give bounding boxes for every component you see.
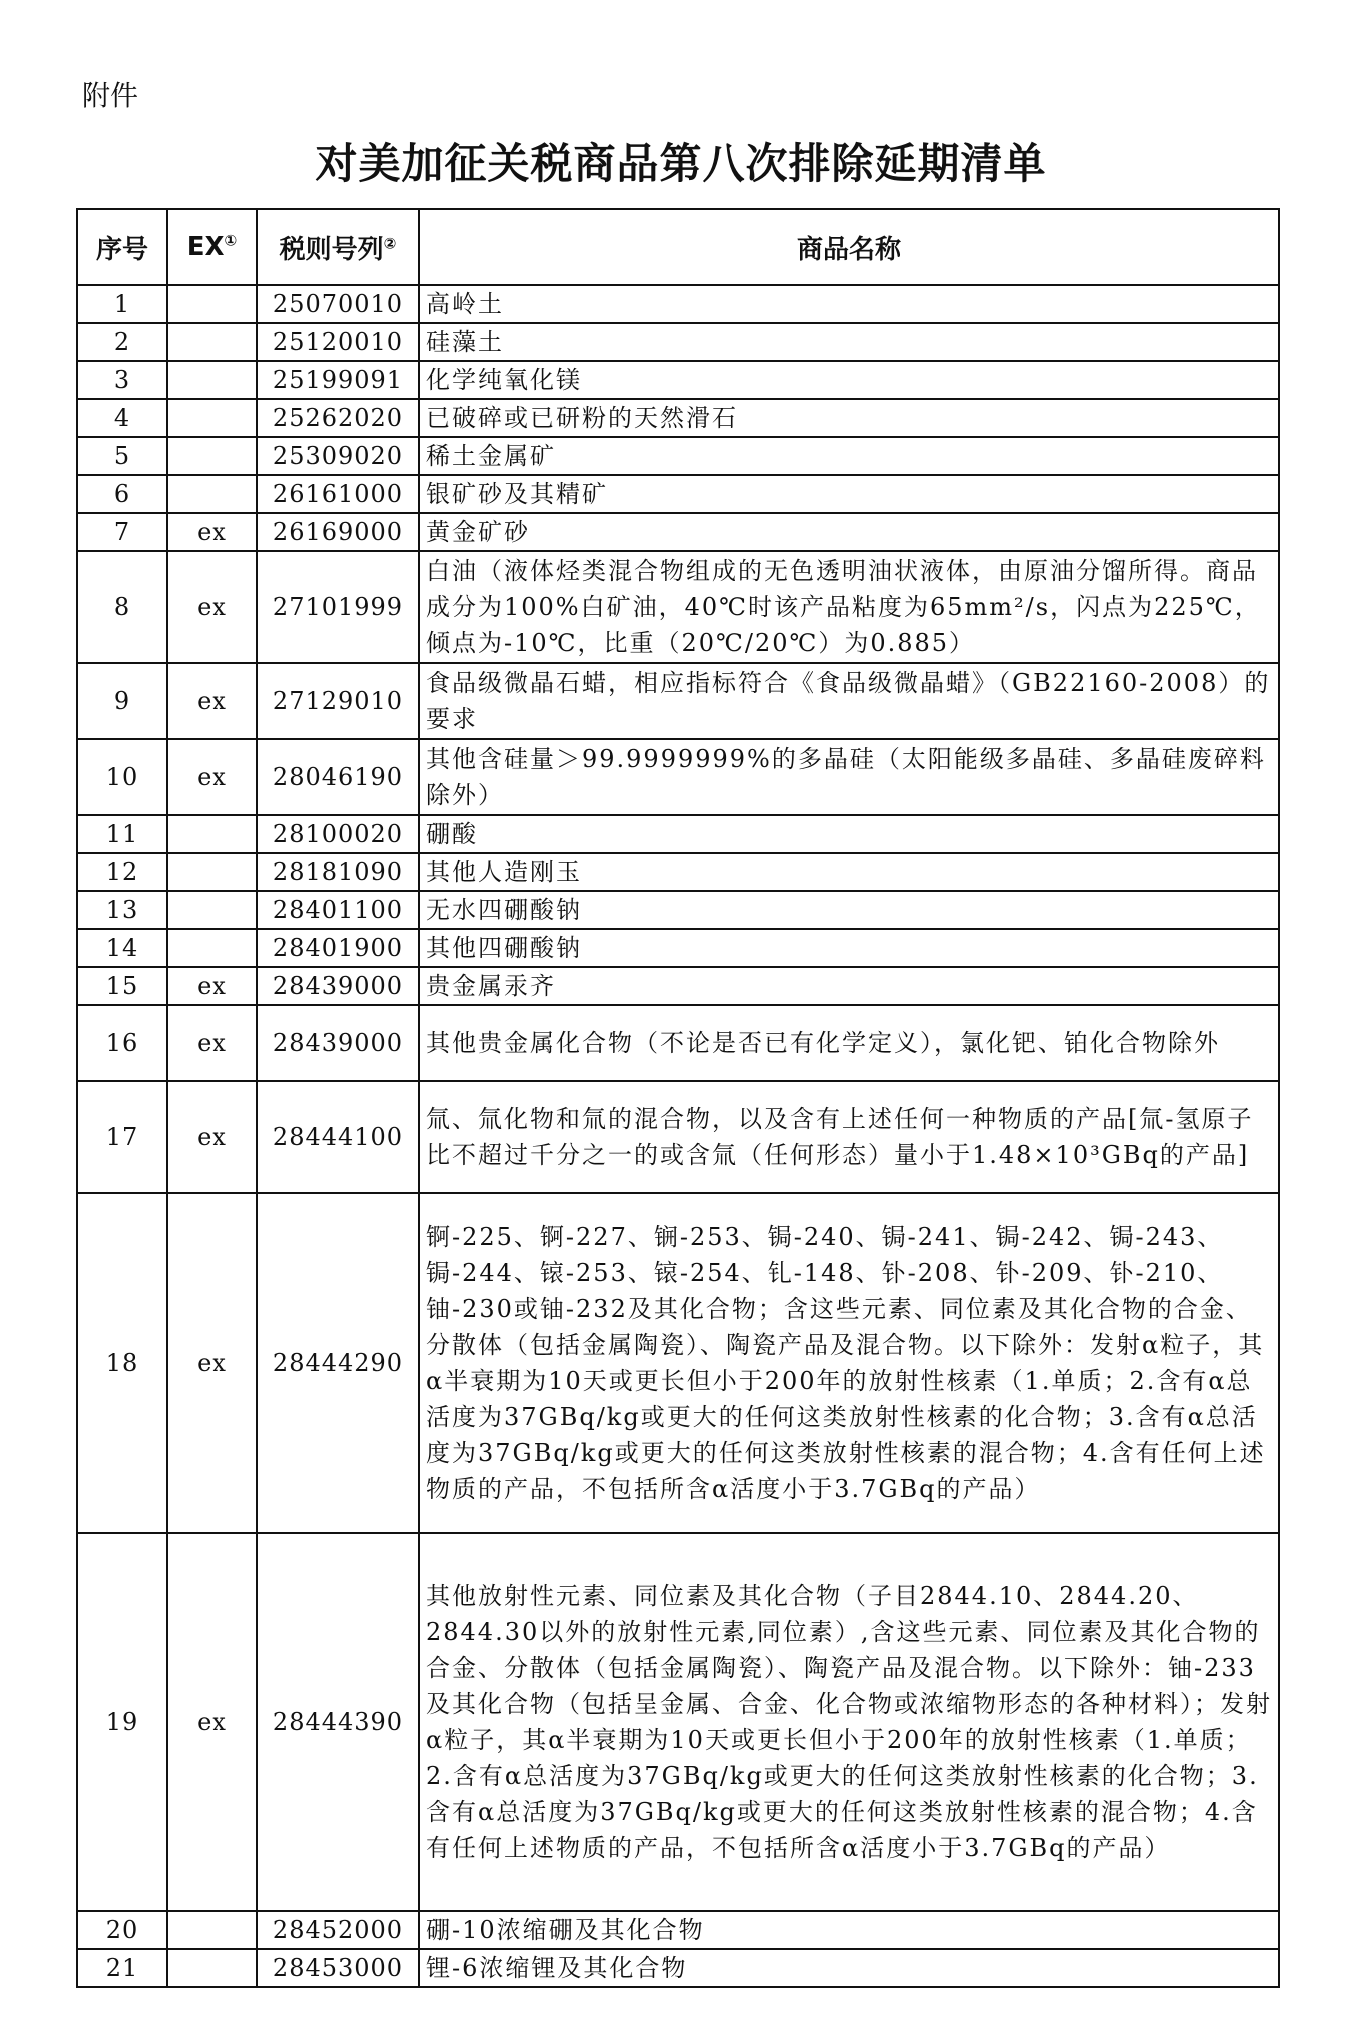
row-product-name: 其他含硅量＞99.9999999%的多晶硅（太阳能级多晶硅、多晶硅废碎料除外）	[419, 739, 1279, 815]
row-tariff-code: 28046190	[257, 739, 419, 815]
column-header-product-name: 商品名称	[419, 209, 1279, 285]
row-seq: 14	[77, 929, 167, 967]
row-ex: ex	[167, 551, 257, 663]
row-ex	[167, 323, 257, 361]
footnote-mark-2: ②	[383, 233, 397, 252]
row-product-name: 其他四硼酸钠	[419, 929, 1279, 967]
table-row	[77, 475, 1279, 513]
row-tariff-code: 28453000	[257, 1949, 419, 1987]
table-row	[77, 1949, 1279, 1987]
row-seq: 13	[77, 891, 167, 929]
row-tariff-code: 28444390	[257, 1533, 419, 1911]
row-tariff-code: 28444290	[257, 1193, 419, 1533]
row-product-name: 硼-10浓缩硼及其化合物	[419, 1911, 1279, 1949]
row-product-name: 黄金矿砂	[419, 513, 1279, 551]
row-ex	[167, 929, 257, 967]
row-ex	[167, 399, 257, 437]
row-tariff-code: 28444100	[257, 1081, 419, 1193]
row-ex	[167, 437, 257, 475]
row-tariff-code: 28439000	[257, 1005, 419, 1081]
row-seq: 19	[77, 1533, 167, 1911]
row-ex	[167, 285, 257, 323]
row-seq: 1	[77, 285, 167, 323]
table-row	[77, 551, 1279, 663]
row-tariff-code: 27101999	[257, 551, 419, 663]
table-header-row	[77, 209, 1279, 285]
row-seq: 21	[77, 1949, 167, 1987]
row-ex: ex	[167, 1193, 257, 1533]
row-product-name: 贵金属汞齐	[419, 967, 1279, 1005]
exclusion-list-table	[76, 208, 1280, 1988]
row-tariff-code: 28181090	[257, 853, 419, 891]
table-row	[77, 513, 1279, 551]
row-seq: 20	[77, 1911, 167, 1949]
row-product-name: 银矿砂及其精矿	[419, 475, 1279, 513]
row-seq: 9	[77, 663, 167, 739]
table-row	[77, 815, 1279, 853]
row-seq: 4	[77, 399, 167, 437]
table-row	[77, 285, 1279, 323]
row-ex: ex	[167, 663, 257, 739]
row-ex: ex	[167, 1081, 257, 1193]
row-product-name: 锕-225、锕-227、锎-253、锔-240、锔-241、锔-242、锔-243、锔-244、锿-253、锿-254、钆-148、钋-208、钋-209、钋-210、铀-230或铀-232及其化合物；含这些元素、同位素及其化合物的合金、分散体（包括金属陶瓷）、陶瓷产品及混合物。以下除外：发射α粒子，其α半衰期为10天或更长但小于200年的放射性核素（1.单质；2.含有α总活度为37GBq/kg或更大的任何这类放射性核素的化合物；3.含有α总活度为37GBq/kg或更大的任何这类放射性核素的混合物；4.含有任何上述物质的产品，不包括所含α活度小于3.7GBq的产品）	[419, 1193, 1279, 1533]
row-seq: 10	[77, 739, 167, 815]
row-seq: 6	[77, 475, 167, 513]
row-ex	[167, 891, 257, 929]
table-row	[77, 739, 1279, 815]
table-row	[77, 967, 1279, 1005]
row-ex: ex	[167, 1533, 257, 1911]
row-ex	[167, 1911, 257, 1949]
row-ex	[167, 853, 257, 891]
row-seq: 17	[77, 1081, 167, 1193]
column-header-ex	[167, 209, 257, 285]
row-seq: 15	[77, 967, 167, 1005]
row-tariff-code: 26161000	[257, 475, 419, 513]
row-seq: 2	[77, 323, 167, 361]
row-product-name: 其他贵金属化合物（不论是否已有化学定义），氯化钯、铂化合物除外	[419, 1005, 1279, 1081]
row-seq: 16	[77, 1005, 167, 1081]
footnote-mark-1: ①	[224, 231, 238, 250]
row-seq: 3	[77, 361, 167, 399]
row-tariff-code: 26169000	[257, 513, 419, 551]
table-row	[77, 1533, 1279, 1911]
row-tariff-code: 28439000	[257, 967, 419, 1005]
row-product-name: 锂-6浓缩锂及其化合物	[419, 1949, 1279, 1987]
row-tariff-code: 25262020	[257, 399, 419, 437]
row-tariff-code: 28401900	[257, 929, 419, 967]
row-product-name: 稀土金属矿	[419, 437, 1279, 475]
row-tariff-code: 27129010	[257, 663, 419, 739]
row-tariff-code: 25309020	[257, 437, 419, 475]
row-product-name: 已破碎或已研粉的天然滑石	[419, 399, 1279, 437]
row-product-name: 其他人造刚玉	[419, 853, 1279, 891]
row-tariff-code: 25120010	[257, 323, 419, 361]
row-tariff-code: 28452000	[257, 1911, 419, 1949]
row-seq: 18	[77, 1193, 167, 1533]
row-seq: 5	[77, 437, 167, 475]
row-seq: 7	[77, 513, 167, 551]
table-row	[77, 663, 1279, 739]
row-ex: ex	[167, 1005, 257, 1081]
row-product-name: 其他放射性元素、同位素及其化合物（子目2844.10、2844.20、2844.30以外的放射性元素,同位素）,含这些元素、同位素及其化合物的合金、分散体（包括金属陶瓷）、陶瓷产品及混合物。以下除外：铀-233及其化合物（包括呈金属、合金、化合物或浓缩物形态的各种材料）；发射α粒子，其α半衰期为10天或更长但小于200年的放射性核素（1.单质；2.含有α总活度为37GBq/kg或更大的任何这类放射性核素的化合物；3.含有α总活度为37GBq/kg或更大的任何这类放射性核素的混合物；4.含有任何上述物质的产品，不包括所含α活度小于3.7GBq的产品）	[419, 1533, 1279, 1911]
column-header-ex-label: EX	[186, 232, 225, 262]
table-row	[77, 1005, 1279, 1081]
attachment-label: 附件	[82, 79, 139, 112]
row-product-name: 无水四硼酸钠	[419, 891, 1279, 929]
table-row	[77, 929, 1279, 967]
row-ex	[167, 1949, 257, 1987]
row-tariff-code: 25070010	[257, 285, 419, 323]
row-product-name: 化学纯氧化镁	[419, 361, 1279, 399]
table-row	[77, 1193, 1279, 1533]
page-title: 对美加征关税商品第八次排除延期清单	[315, 139, 1047, 188]
row-seq: 12	[77, 853, 167, 891]
column-header-tariff-code	[257, 209, 419, 285]
row-seq: 8	[77, 551, 167, 663]
table-row	[77, 853, 1279, 891]
column-header-seq: 序号	[77, 209, 167, 285]
table-row	[77, 437, 1279, 475]
row-product-name: 硅藻土	[419, 323, 1279, 361]
row-ex: ex	[167, 513, 257, 551]
table-row	[77, 323, 1279, 361]
row-seq: 11	[77, 815, 167, 853]
row-ex	[167, 815, 257, 853]
row-tariff-code: 28401100	[257, 891, 419, 929]
table-row	[77, 1911, 1279, 1949]
table-row	[77, 361, 1279, 399]
row-tariff-code: 25199091	[257, 361, 419, 399]
row-product-name: 食品级微晶石蜡，相应指标符合《食品级微晶蜡》（GB22160-2008）的要求	[419, 663, 1279, 739]
column-header-tariff-label: 税则号列	[279, 234, 384, 265]
row-product-name: 硼酸	[419, 815, 1279, 853]
table-row	[77, 1081, 1279, 1193]
row-tariff-code: 28100020	[257, 815, 419, 853]
row-ex	[167, 475, 257, 513]
row-product-name: 氚、氚化物和氚的混合物，以及含有上述任何一种物质的产品[氚-氢原子比不超过千分之一的或含氚（任何形态）量小于1.48×10³GBq的产品]	[419, 1081, 1279, 1193]
table-row	[77, 399, 1279, 437]
row-ex: ex	[167, 967, 257, 1005]
row-product-name: 白油（液体烃类混合物组成的无色透明油状液体，由原油分馏所得。商品成分为100%白矿油，40℃时该产品粘度为65mm²/s，闪点为225℃，倾点为-10℃，比重（20℃/20℃）为0.885）	[419, 551, 1279, 663]
row-ex: ex	[167, 739, 257, 815]
row-product-name: 高岭土	[419, 285, 1279, 323]
row-ex	[167, 361, 257, 399]
table-row	[77, 891, 1279, 929]
